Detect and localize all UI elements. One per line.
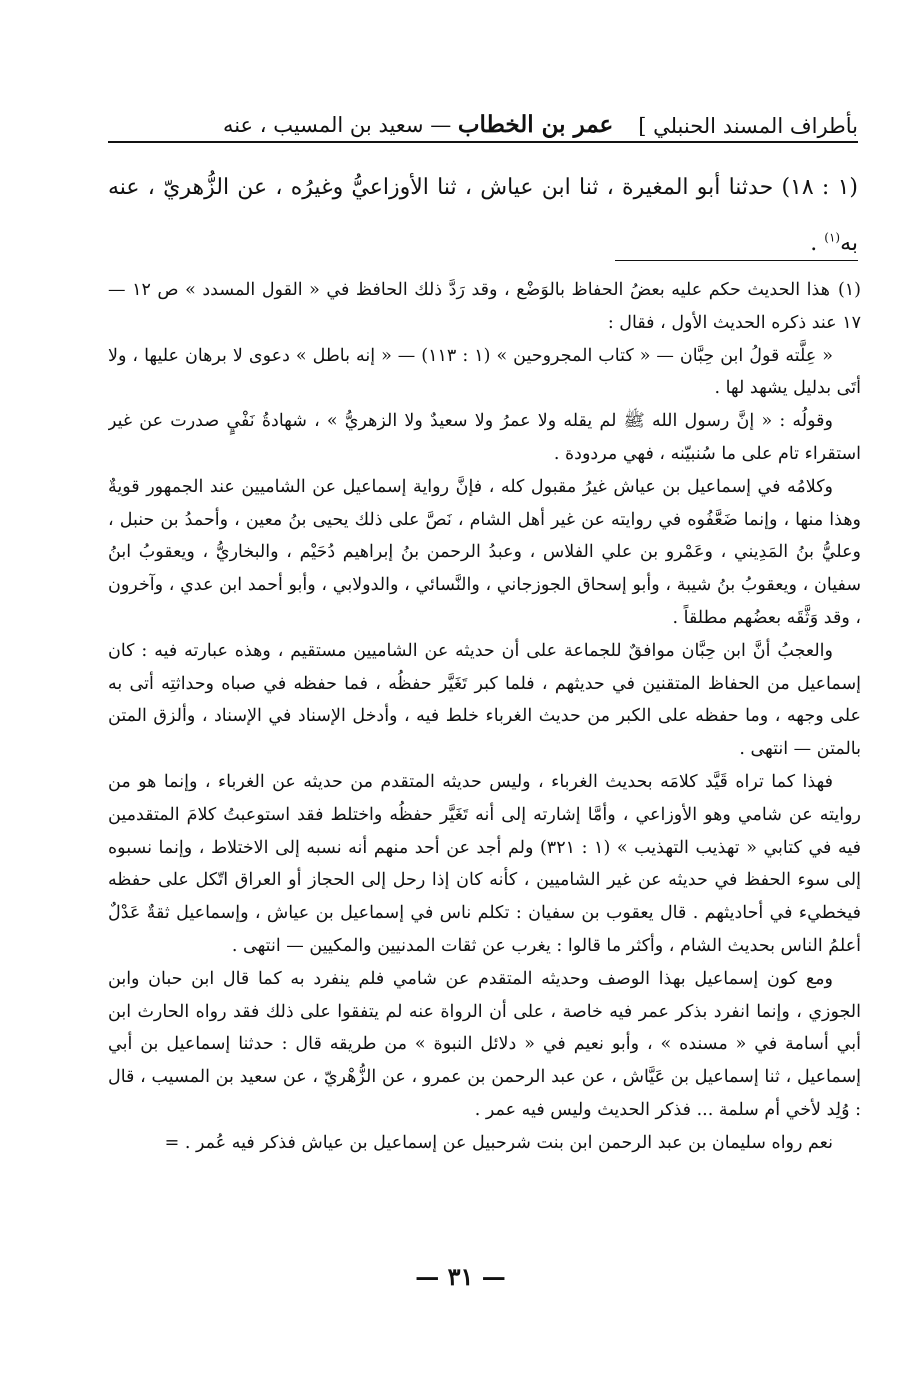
running-header [108,98,858,138]
footnote-paragraph: نعم رواه سليمان بن عبد الرحمن ابن بنت شرحبيل عن إسماعيل بن عياش فذكر فيه عُمر . = [164,1132,833,1153]
header-section-title [108,111,638,138]
footnote-ref: (١) [824,230,841,245]
footnote-paragraph: « عِلَّته قولُ ابن حِبَّان — « كتاب المجروحين » (١ : ١١٣) — « إنه باطل » دعوى لا برهان عليها ، ولا أتَى بدليل يشهد لها . [108,345,861,399]
footnote-paragraph: وكلامُه في إسماعيل بن عياش غيرُ مقبول كله ، فإنَّ رواية إسماعيل عن الشاميين عند الجمهور قويةٌ وهذا منها ، وإنما ضَعَّفُوه في روايته عن غير أهل الشام ، نَصَّ على ذلك يحيى بنُ معين ، وأحمدُ بن حنبل ، وعليُّ بنُ المَدِيني ، وعَمْرو بن علي الفلاس ، وعبدُ الرحمن بنُ إبراهيم دُحَيْم ، والبخاريُّ ، ويعقوبُ ابنُ سفيان ، ويعقوبُ بنُ شيبة ، وأبو إسحاق الجوزجاني ، والنَّسائي ، والدولابي ، وأبو أحمد ابن عدي ، وآخرون ، وقد وَثَّقَه بعضُهم مطلقاً . [108,476,861,628]
hadith-end: . [810,231,825,256]
footnote-number: (١) [837,280,861,300]
hadith-paragraph [108,160,858,272]
footnote-paragraph: ومع كون إسماعيل بهذا الوصف وحديثه المتقدم عن شامي فلم ينفرد به كما قال ابن حبان وابن الجوزي ، وإنما انفرد بذكر عمر فيه خاصة ، على أن الرواة عنه لم يتفقوا على ذلك فقد رواه الحارث ابن أبي أسامة في « مسنده » ، وأبو نعيم في « دلائل النبوة » من طريقه قال : حدثنا إسماعيل بن أبي إسماعيل ، ثنا إسماعيل بن عَيَّاش ، عن عبد الرحمن بن عمرو ، عن الزُّهْريّ ، عن سعيد بن المسيب ، قال : وُلِد لأخي أم سلمة ... فذكر الحديث وليس فيه عمر . [108,968,861,1120]
hadith-text [108,160,858,272]
header-book-title: بأطراف المسند الحنبلي ] [638,114,858,138]
footnote-paragraph [108,274,861,340]
page-number: — ٣١ — [415,1262,506,1291]
footnote-text: هذا الحديث حكم عليه بعضُ الحفاظ بالوَضْع ، وقد رَدَّ ذلك الحافظ في « القول المسدد » ص ١٢ — ١٧ عند ذكره الحديث الأول ، فقال : [108,280,861,333]
header-section-bold: عمر بن الخطاب [457,111,614,138]
footnotes [108,274,861,1219]
footnote-paragraph: وقولُه : « إنَّ رسول الله ﷺ لم يقله ولا عمرُ ولا سعيدٌ ولا الزهريُّ » ، شهادةُ نَفْيٍ صدرت عن غير استقراء تام على ما سُنبيّنه ، فهي مردودة . [108,411,861,464]
hadith-body: (١ : ١٨) حدثنا أبو المغيرة ، ثنا ابن عياش ، ثنا الأوزاعيُّ وغيرُه ، عن الزُّهريّ ، عنه به [108,175,858,256]
header-rule [108,141,858,143]
header-section-rest: — سعيد بن المسيب ، عنه [222,113,458,137]
footnote-paragraph: فهذا كما تراه قَيَّد كلامَه بحديث الغرباء ، وليس حديثه المتقدم من حديثه عن الغرباء ، وإنما هو من روايته عن شامي وهو الأوزاعي ، وأمَّا إشارته إلى أنه تَغَيَّر حفظُه واختلط فقد استوعبتُ كلامَ المتقدمين فيه في كتابي « تهذيب التهذيب » (١ : ٣٢١) ولم أجد عن أحد منهم أنه نسبه إلى الاختلاط ، وإنما نسبوه إلى سوء الحفظ في حديثه عن غير الشاميين ، كأنه كان إذا رحل إلى الحجاز أو العراق اتّكل على حفظه فيخطيء في أحاديثهم . قال يعقوب بن سفيان : تكلم ناس في إسماعيل بن عياش ، وإسماعيل ثقةٌ عَدْلٌ أعلمُ الناس بحديث الشام ، وأكثر ما قالوا : يغرب عن ثقات المدنيين والمكيين — انتهى . [108,771,861,956]
footnote-separator [615,260,858,261]
footnote-paragraph: والعجبُ أنَّ ابن حِبَّان موافقٌ للجماعة على أن حديثه عن الشاميين مستقيم ، وهذه عبارته فيه : كان إسماعيل من الحفاظ المتقنين في حديثهم ، فلما كبر تَغَيَّر حفظُه ، فما حفظه في صباه وحداثتِه أتى به على وجهه ، وما حفظه على الكبر من حديث الغرباء خلط فيه ، وأدخل الإسناد في الإسناد ، وألزق المتن بالمتن — انتهى . [108,640,861,760]
